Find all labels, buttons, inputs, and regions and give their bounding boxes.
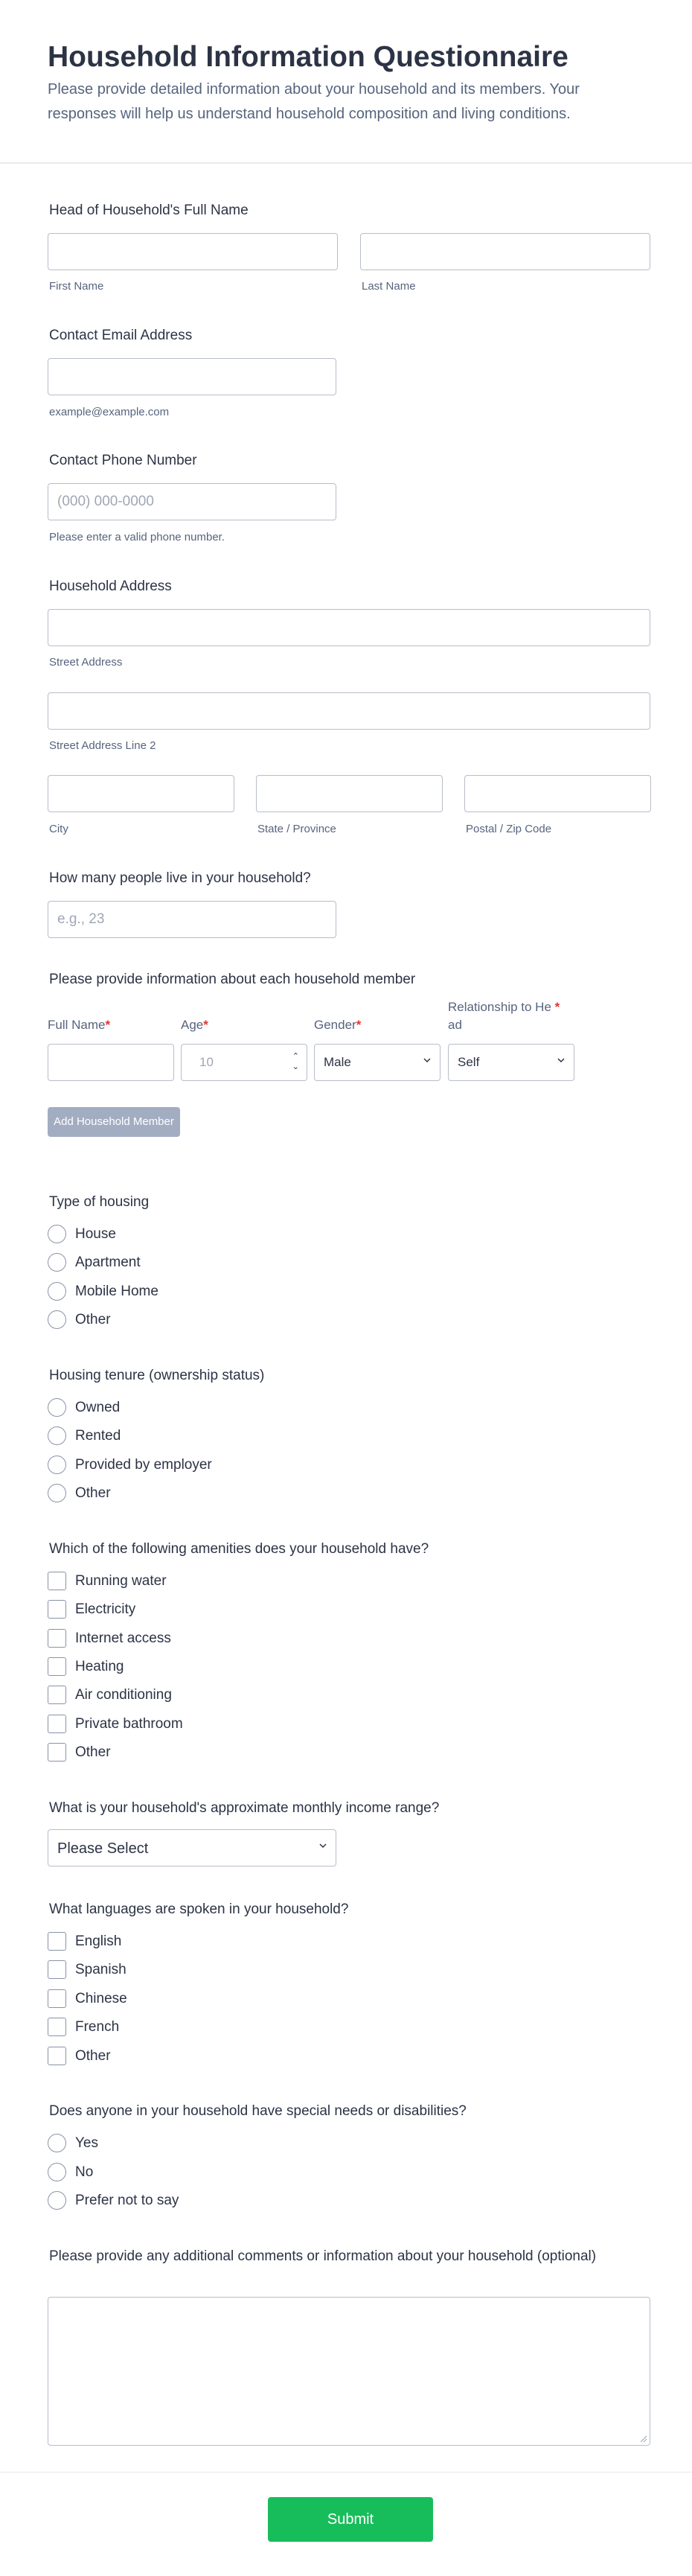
checkbox[interactable] xyxy=(48,1629,66,1648)
submit-button[interactable]: Submit xyxy=(268,2497,433,2542)
radio-button[interactable] xyxy=(48,1310,66,1329)
email-label: Contact Email Address xyxy=(49,328,193,343)
page-title: Household Information Questionnaire xyxy=(48,41,568,73)
checkbox[interactable] xyxy=(48,1686,66,1704)
radio-button[interactable] xyxy=(48,2134,66,2152)
checkbox[interactable] xyxy=(48,1715,66,1733)
income-selected-value: Please Select xyxy=(57,1840,149,1857)
last-name-input[interactable] xyxy=(360,233,650,270)
add-household-member-button[interactable]: Add Household Member xyxy=(48,1107,180,1137)
checkbox[interactable] xyxy=(48,1572,66,1590)
zip-sublabel: Postal / Zip Code xyxy=(466,823,552,835)
housing-type-label: Type of housing xyxy=(49,1194,150,1210)
state-input[interactable] xyxy=(256,775,443,812)
first-name-input[interactable] xyxy=(48,233,338,270)
checkbox[interactable] xyxy=(48,1989,66,2008)
gender-value: Male xyxy=(324,1055,351,1069)
radio-button[interactable] xyxy=(48,1253,66,1272)
people-count-label: How many people live in your household? xyxy=(49,870,311,886)
radio-button[interactable] xyxy=(48,1426,66,1445)
comments-label: Please provide any additional comments or information about your household (optional) xyxy=(49,2248,597,2264)
member-relationship-select[interactable] xyxy=(448,1044,574,1081)
phone-sublabel: Please enter a valid phone number. xyxy=(49,531,225,543)
radio-button[interactable] xyxy=(48,1484,66,1502)
col-relationship: Relationship to He * ad xyxy=(448,1000,560,1032)
address-label: Household Address xyxy=(49,578,172,594)
radio-button[interactable] xyxy=(48,2163,66,2181)
full-name-label: Head of Household's Full Name xyxy=(49,203,249,218)
checkbox[interactable] xyxy=(48,2018,66,2036)
income-label: What is your household's approximate monthly income range? xyxy=(49,1800,440,1816)
members-label: Please provide information about each household member xyxy=(49,972,416,987)
phone-label: Contact Phone Number xyxy=(49,453,197,468)
col-gender: Gender* xyxy=(314,1018,362,1032)
city-sublabel: City xyxy=(49,823,68,835)
street-address-2-sublabel: Street Address Line 2 xyxy=(49,739,156,752)
income-select[interactable] xyxy=(48,1829,336,1866)
relationship-value: Self xyxy=(458,1055,480,1069)
street-address-input[interactable] xyxy=(48,609,650,646)
col-age: Age* xyxy=(181,1018,208,1032)
radio-button[interactable] xyxy=(48,1398,66,1417)
checkbox[interactable] xyxy=(48,1743,66,1762)
checkbox[interactable] xyxy=(48,1932,66,1951)
member-age-input[interactable] xyxy=(181,1044,307,1081)
stepper-icon[interactable]: ⌃ ⌄ xyxy=(292,1052,299,1071)
state-sublabel: State / Province xyxy=(257,823,336,835)
radio-button[interactable] xyxy=(48,1225,66,1243)
member-gender-select[interactable] xyxy=(314,1044,440,1081)
checkbox[interactable] xyxy=(48,1960,66,1979)
city-input[interactable] xyxy=(48,775,234,812)
col-full-name: Full Name* xyxy=(48,1018,111,1032)
first-name-sublabel: First Name xyxy=(49,280,104,293)
chevron-down-icon xyxy=(423,1056,431,1064)
resize-grip-icon[interactable] xyxy=(640,2435,647,2443)
checkbox[interactable] xyxy=(48,1657,66,1676)
chevron-down-icon xyxy=(557,1056,565,1064)
tenure-label: Housing tenure (ownership status) xyxy=(49,1368,265,1383)
member-full-name-input[interactable] xyxy=(48,1044,174,1081)
people-count-input[interactable] xyxy=(48,901,336,938)
last-name-sublabel: Last Name xyxy=(362,280,416,293)
radio-button[interactable] xyxy=(48,1456,66,1474)
email-sublabel: example@example.com xyxy=(49,406,170,418)
chevron-down-icon xyxy=(319,1842,327,1849)
comments-textarea[interactable] xyxy=(48,2297,650,2446)
age-placeholder: 10 xyxy=(199,1055,214,1069)
footer-divider xyxy=(0,2472,692,2473)
checkbox[interactable] xyxy=(48,1600,66,1619)
form-header xyxy=(0,0,692,164)
email-input[interactable] xyxy=(48,358,336,395)
amenities-label: Which of the following amenities does your household have? xyxy=(49,1541,429,1557)
street-address-sublabel: Street Address xyxy=(49,656,123,669)
page-subtitle: Please provide detailed information about your household and its members. Your responses will help us understand household composition and living conditions. xyxy=(48,81,580,122)
street-address-2-input[interactable] xyxy=(48,692,650,730)
phone-input[interactable] xyxy=(48,483,336,520)
radio-button[interactable] xyxy=(48,1282,66,1301)
zip-input[interactable] xyxy=(464,775,651,812)
languages-label: What languages are spoken in your household? xyxy=(49,1901,349,1917)
radio-button[interactable] xyxy=(48,2191,66,2210)
checkbox[interactable] xyxy=(48,2047,66,2065)
special-needs-label: Does anyone in your household have special needs or disabilities? xyxy=(49,2103,467,2119)
